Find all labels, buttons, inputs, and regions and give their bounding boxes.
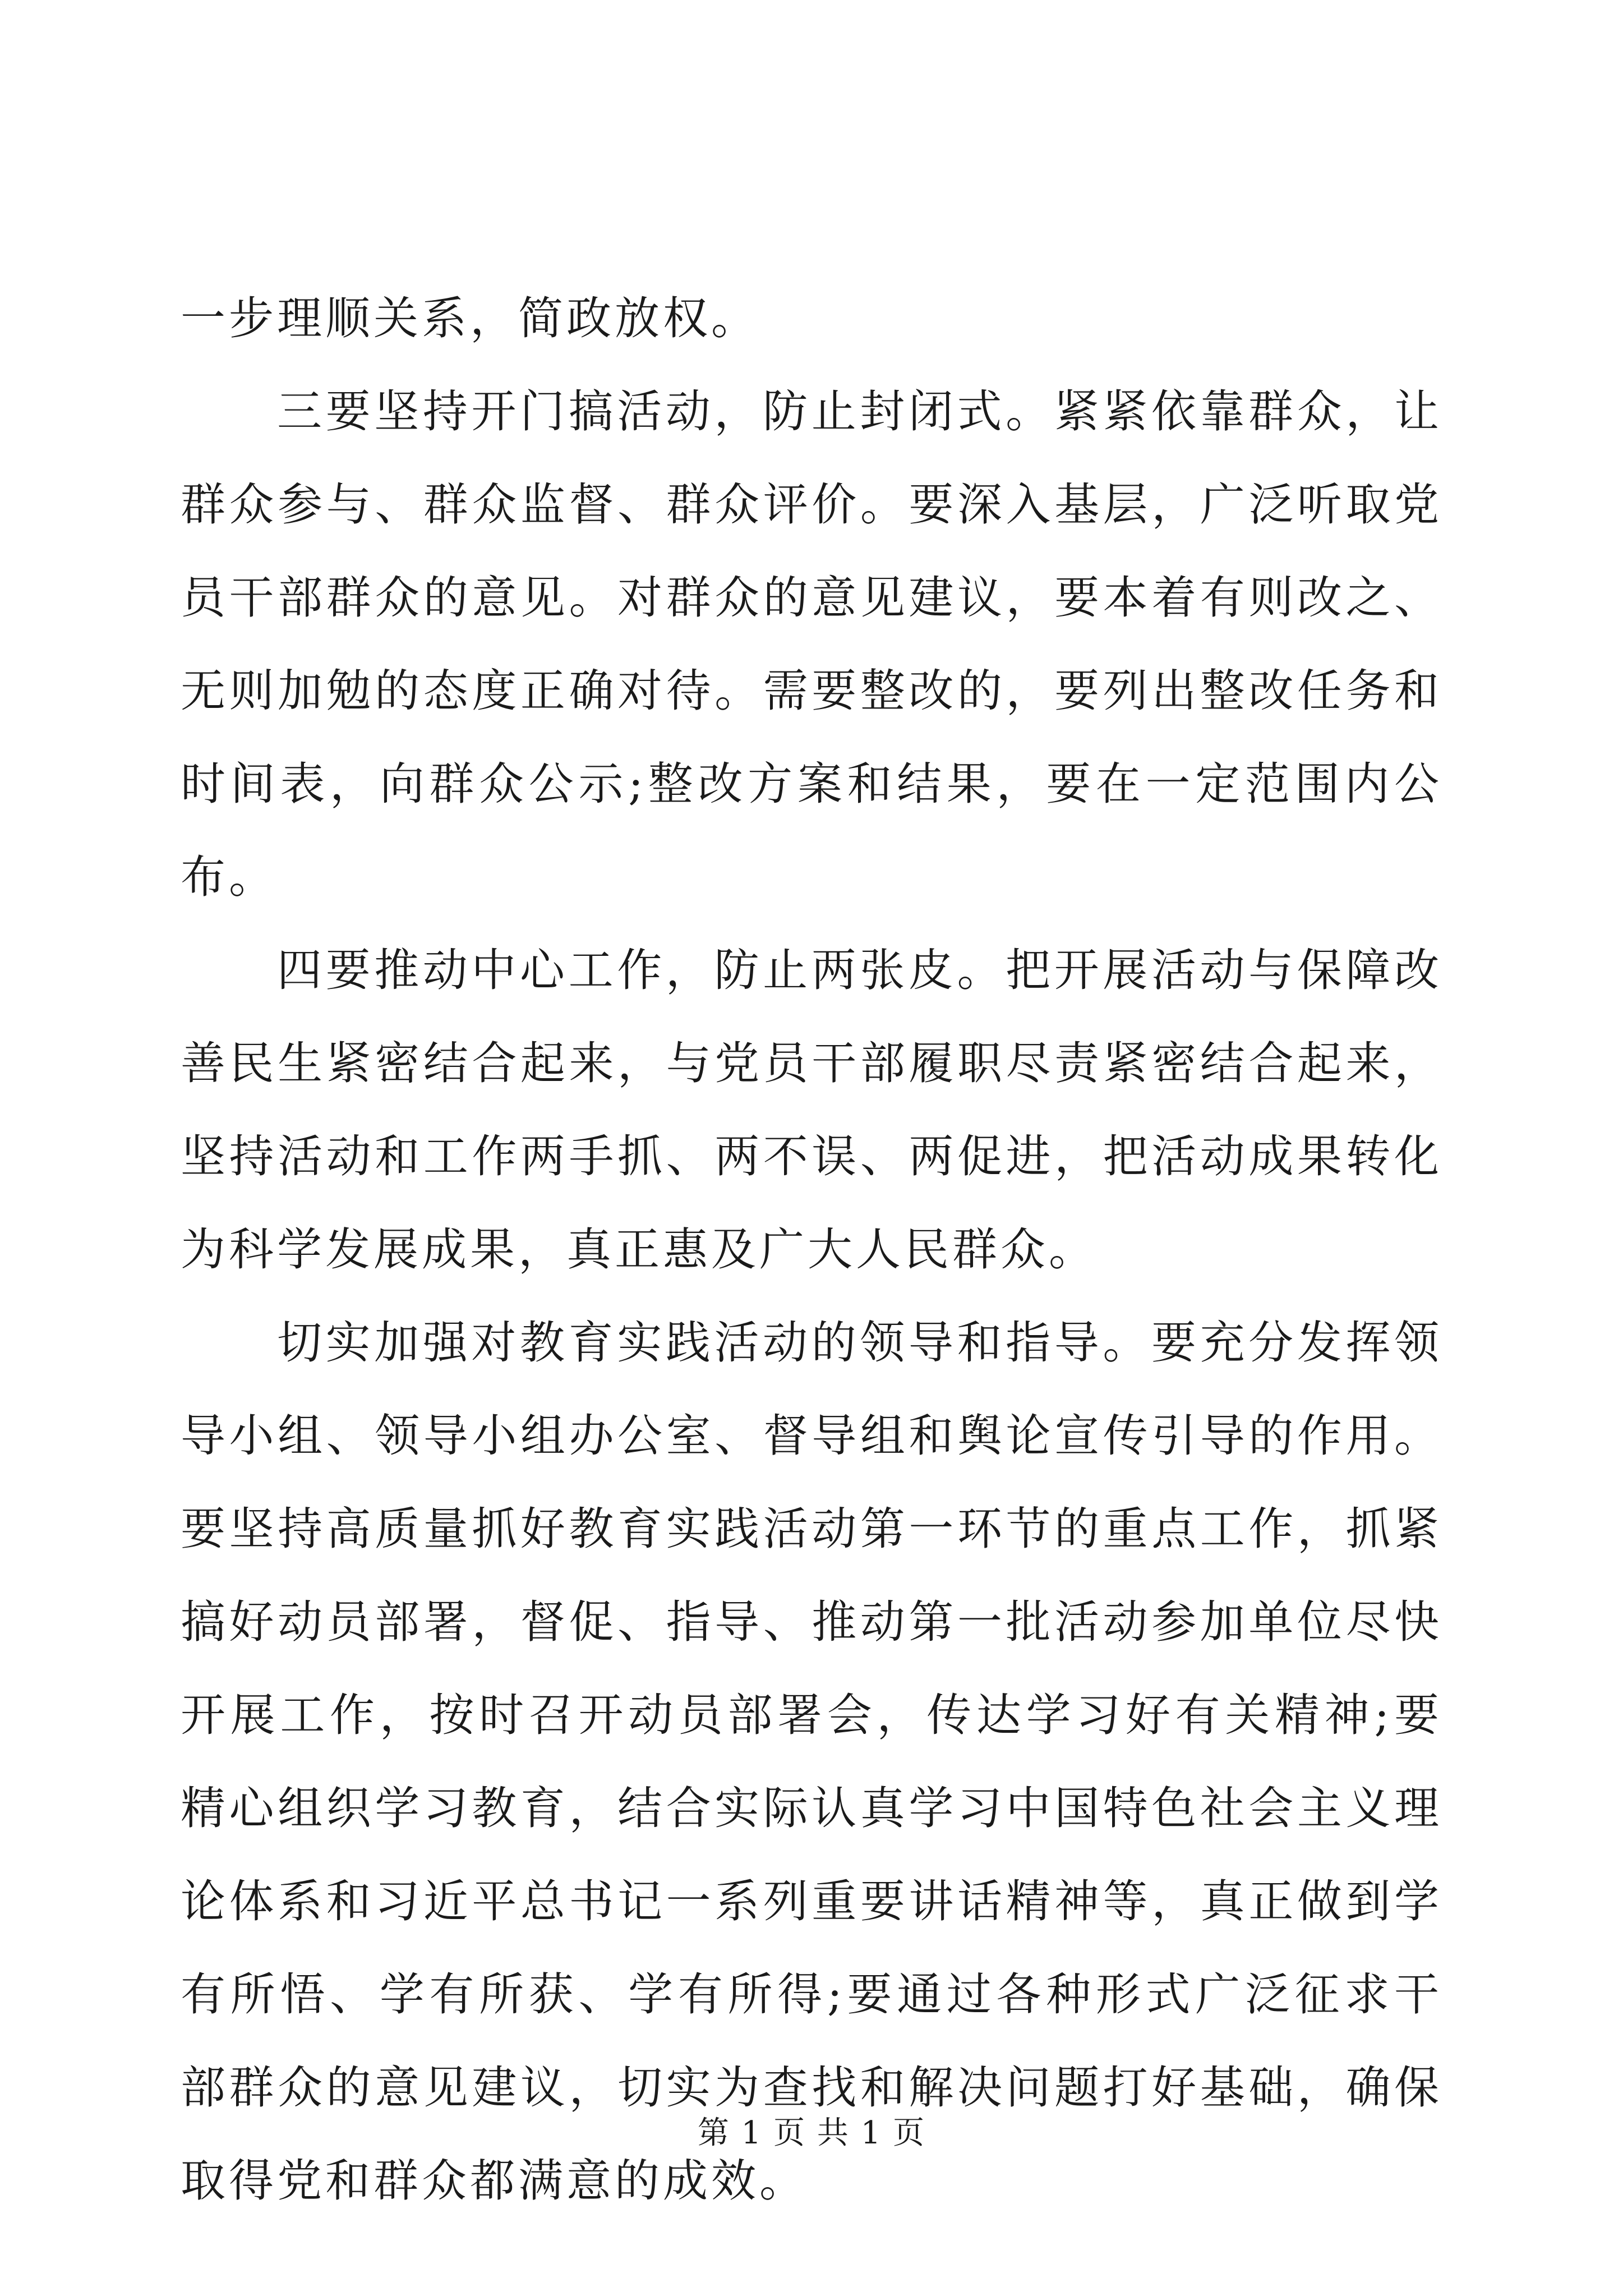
paragraph-continuation: 一步理顺关系，简政放权。 [181, 292, 759, 344]
document-body [181, 272, 1442, 2228]
page-number-footer: 第 1 页 共 1 页 [697, 2115, 926, 2151]
paragraph-central-work: 四要推动中心工作，防止两张皮。把开展活动与保障改善民生紧密结合起来，与党员干部履职尽责紧密结合起来，坚持活动和工作两手抓、两不误、两促进，把活动成果转化为科学发展成果，真正惠及广大人民群众。 [181, 944, 1442, 1276]
paragraph-leadership-guidance: 切实加强对教育实践活动的领导和指导。要充分发挥领导小组、领导小组办公室、督导组和舆论宣传引导的作用。要坚持高质量抓好教育实践活动第一环节的重点工作，抓紧搞好动员部署，督促、指导、推动第一批活动参加单位尽快开展工作，按时召开动员部署会，传达学习好有关精神;要精心组织学习教育，结合实际认真学习中国特色社会主义理论体系和习近平总书记一系列重要讲话精神等，真正做到学有所悟、学有所获、学有所得;要通过各种形式广泛征求干部群众的意见建议，切实为查找和解决问题打好基础，确保取得党和群众都满意的成效。 [181, 1317, 1442, 2207]
paragraph-open-door-activities: 三要坚持开门搞活动，防止封闭式。紧紧依靠群众，让群众参与、群众监督、群众评价。要深入基层，广泛听取党员干部群众的意见。对群众的意见建议，要本着有则改之、无则加勉的态度正确对待。需要整改的，要列出整改任务和时间表，向群众公示;整改方案和结果，要在一定范围内公布。 [181, 385, 1442, 903]
